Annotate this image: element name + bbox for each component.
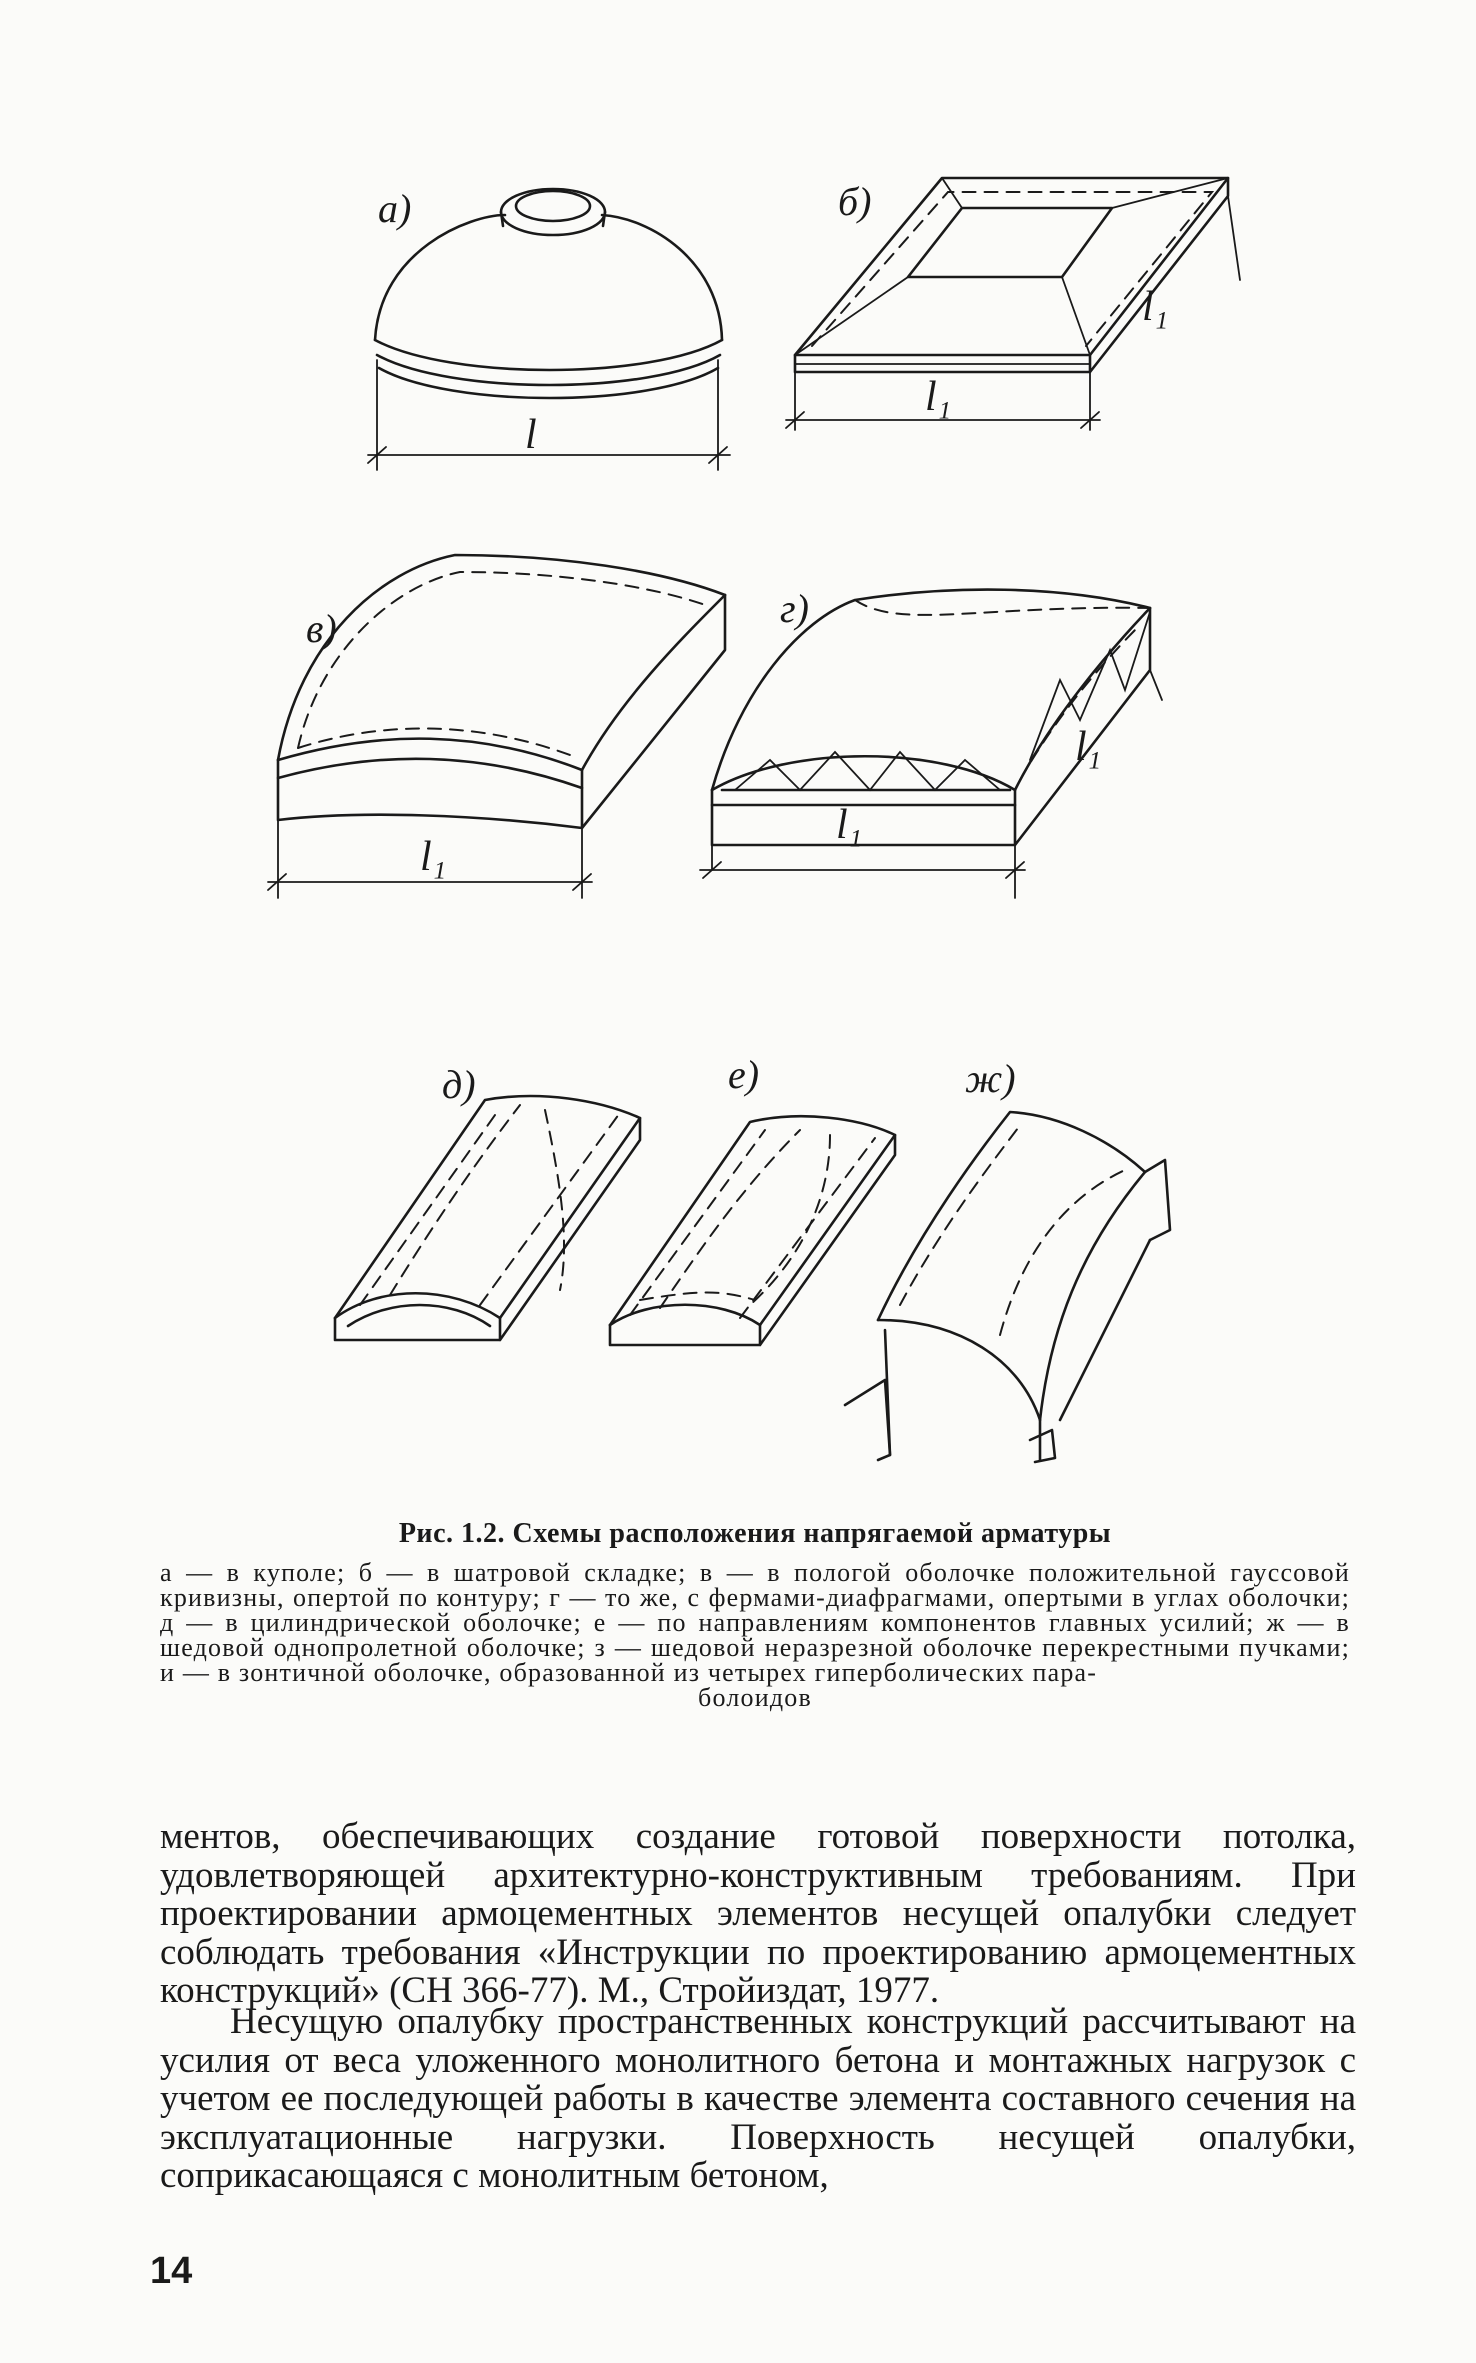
panel-v-dim-l1: l₁ <box>420 834 447 880</box>
caption-legend-text: а — в куполе; б — в шатровой складке; в — в пологой оболочке положительной гауссовой кривизны, опертой по контуру; г — то же, с фермами-диафрагмами, опертыми в углах оболочки; д — в цилиндрической оболочке; е — по направлениям компонентов главных усилий; ж — в шедовой однопролетной оболочке; з — шедовой неразрезной оболочке перекрестными пучками; и — в зонтичной оболочке, образованной из четырех гиперболических пара- <box>160 1558 1350 1687</box>
body-paragraph-1 <box>160 1818 1356 2011</box>
page-number: 14 <box>150 2250 193 2292</box>
panel-g-dim-l1-front: l₁ <box>836 802 863 848</box>
panel-zh-shed-shell <box>845 1056 1170 1462</box>
panel-a-dim-l: l <box>525 412 537 458</box>
panel-a-label: а) <box>378 186 412 231</box>
panel-b-label: б) <box>838 179 872 224</box>
figure-caption-title: Рис. 1.2. Схемы расположения напрягаемой арматуры <box>398 1518 1112 1549</box>
panel-d-cylindrical-shell <box>335 1062 640 1340</box>
figure-caption-body <box>160 1560 1350 1710</box>
panel-d-label: д) <box>442 1062 476 1107</box>
panel-b-dim-l1-side: l₁ <box>1142 284 1169 330</box>
panel-g-shell-with-trusses <box>700 586 1162 898</box>
panel-b-dim-l1-front: l₁ <box>925 374 952 420</box>
paragraph-text: ментов, обеспечивающих создание готовой поверхности потолка, удовлетворяющей архитектурно-конструктивным требованиям. При проектировании армоцементных элементов несущей опалубки следует соблюдать требования «Инструкции по проектированию армоцементных конструкций» (СН 366-77). М., Стройиздат, 1977. <box>160 1816 1356 2011</box>
panel-e-principal-directions <box>610 1052 895 1345</box>
panel-v-label: в) <box>306 606 337 651</box>
panel-zh-label: ж) <box>965 1056 1016 1101</box>
panel-e-label: е) <box>728 1052 760 1097</box>
caption-legend-tail: болоидов <box>698 1683 812 1712</box>
panel-v-shallow-shell <box>268 555 725 898</box>
paragraph-text: Несущую опалубку пространственных конструкций рассчитывают на усилия от веса уложенного монолитного бетона и монтажных нагрузок с учетом ее последующей работы в качестве элемента составного сечения на эксплуатационные нагрузки. Поверхность несущей опалубки, соприкасающаяся с монолитным бетоном, <box>160 2001 1356 2196</box>
panel-b-tent-fold <box>786 178 1240 430</box>
panel-g-dim-l1-side: l₁ <box>1075 724 1102 770</box>
panel-g-label: г) <box>780 586 809 631</box>
panel-a-dome <box>368 186 730 470</box>
body-paragraph-2 <box>160 2003 1356 2196</box>
